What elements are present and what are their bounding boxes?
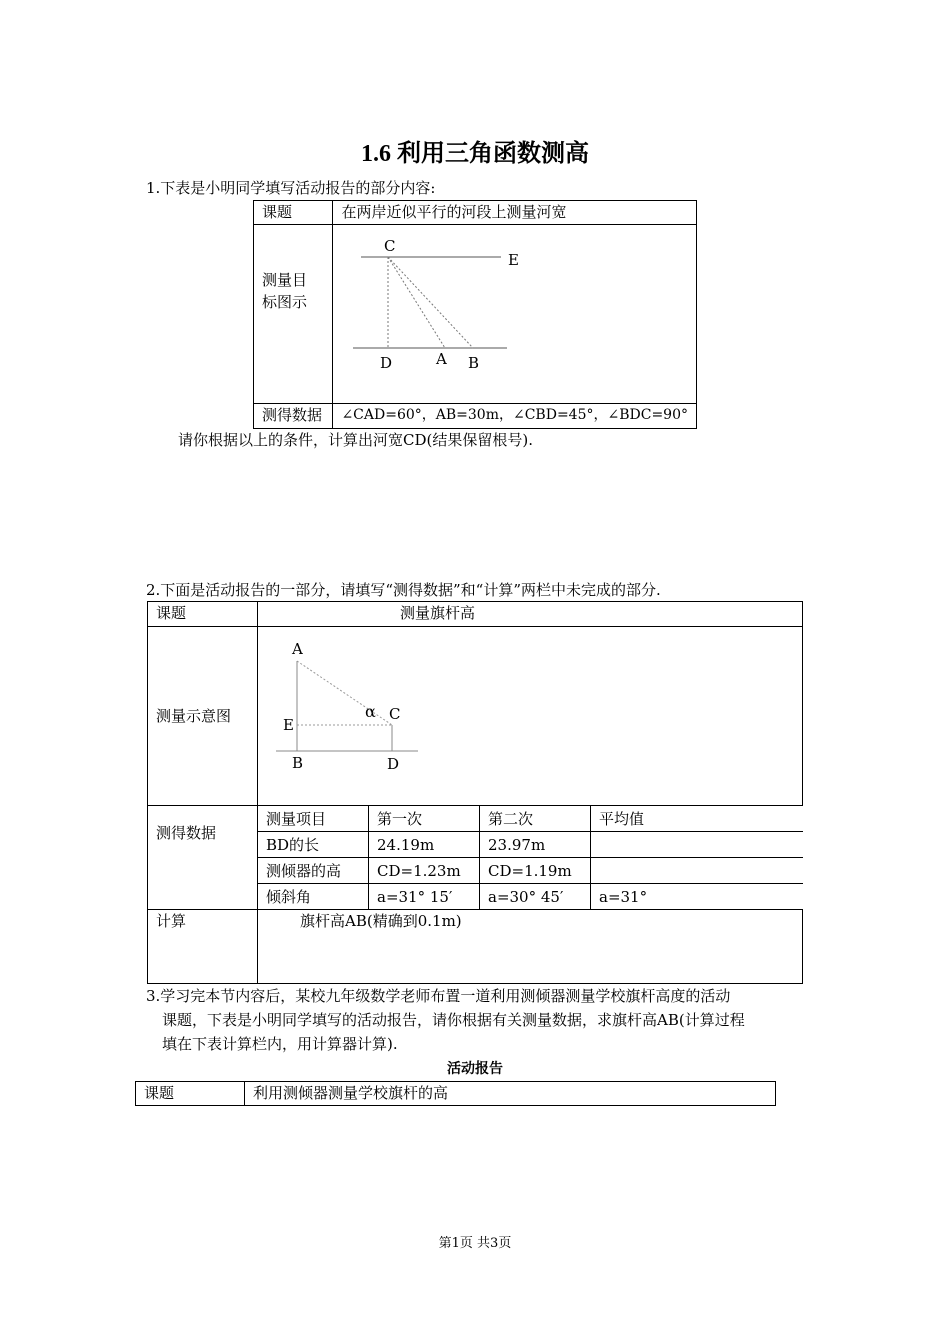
q2-header-first: 第一次 (369, 806, 480, 832)
q1-line-ca (388, 257, 445, 348)
q3-line3: 填在下表计算栏内，用计算器计算). (162, 1035, 398, 1053)
table-row (258, 832, 803, 858)
q1-topic-label: 课题 (254, 201, 333, 225)
q2-row-cd-average (591, 858, 803, 884)
q2-line-ac (297, 661, 392, 725)
page-title: 1.6 利用三角函数测高 (361, 141, 589, 167)
q2-row-cd-first: CD=1.23m (369, 858, 480, 884)
q1-river-diagram (333, 225, 675, 397)
q2-calc-value: 旗杆高AB(精确到0.1m) (258, 910, 803, 984)
q2-point-e: E (283, 716, 294, 734)
q1-figure-label-line1: 测量目 (262, 271, 308, 289)
q1-point-b: B (468, 354, 480, 372)
q2-point-d: D (387, 755, 400, 773)
q3-report-title: 活动报告 (447, 1061, 503, 1077)
q2-header-average: 平均值 (591, 806, 803, 832)
q2-row-angle-second: a=30° 45′ (480, 884, 591, 910)
q2-row-bd-first: 24.19m (369, 832, 480, 858)
q2-flagpole-diagram (258, 627, 802, 799)
q2-header-item: 测量项目 (258, 806, 369, 832)
q2-row-bd-second: 23.97m (480, 832, 591, 858)
q2-header-row (258, 806, 803, 832)
q1-point-e: E (508, 251, 520, 269)
q2-data-table (258, 806, 803, 909)
q2-data-cell (258, 806, 803, 910)
q3-table (135, 1081, 776, 1106)
q2-topic-label: 课题 (148, 602, 258, 627)
q3-topic-label: 课题 (136, 1082, 245, 1106)
q1-topic-value: 在两岸近似平行的河段上测量河宽 (333, 201, 697, 225)
table-row (258, 884, 803, 910)
q1-data-value: ∠CAD=60°，AB=30m，∠CBD=45°，∠BDC=90° (333, 404, 697, 429)
q2-alpha: α (365, 702, 376, 721)
q3-line1: 3.学习完本节内容后，某校九年级数学老师布置一道利用测倾器测量学校旗杆高度的活动 (146, 987, 731, 1005)
q2-row-bd-average (591, 832, 803, 858)
q2-point-b: B (292, 754, 304, 772)
q2-figure-label: 测量示意图 (148, 627, 258, 806)
q2-row-cd-second: CD=1.19m (480, 858, 591, 884)
q1-table (253, 200, 697, 429)
q2-intro: 2.下面是活动报告的一部分，请填写“测得数据”和“计算”两栏中未完成的部分. (146, 581, 661, 599)
q1-point-c: C (384, 237, 396, 255)
q2-point-c: C (389, 705, 401, 723)
q1-question: 请你根据以上的条件，计算出河宽CD(结果保留根号). (178, 431, 533, 449)
q2-point-a: A (292, 640, 303, 658)
q1-figure-cell (333, 225, 697, 404)
q2-row-angle-average: a=31° (591, 884, 803, 910)
q2-row-bd-label: BD的长 (258, 832, 369, 858)
q1-figure-label-line2: 标图示 (262, 293, 308, 311)
q2-data-label: 测得数据 (148, 806, 258, 910)
q1-point-a: A (436, 350, 448, 368)
q1-data-label: 测得数据 (254, 404, 333, 429)
q2-header-second: 第二次 (480, 806, 591, 832)
q2-row-angle-first: a=31° 15′ (369, 884, 480, 910)
q2-row-cd-label: 测倾器的高 (258, 858, 369, 884)
q3-topic-value: 利用测倾器测量学校旗杆的高 (245, 1082, 776, 1106)
q2-calc-label: 计算 (148, 910, 258, 984)
q2-topic-value: 测量旗杆高 (258, 602, 803, 627)
q2-table (147, 601, 803, 984)
q1-figure-label (254, 225, 333, 404)
q1-line-cb (388, 257, 473, 348)
q1-point-d: D (380, 354, 393, 372)
q3-line2: 课题，下表是小明同学填写的活动报告，请你根据有关测量数据，求旗杆高AB(计算过程 (162, 1011, 745, 1029)
page-footer: 第1页 共3页 (438, 1236, 512, 1251)
q2-row-angle-label: 倾斜角 (258, 884, 369, 910)
q1-intro: 1.下表是小明同学填写活动报告的部分内容: (146, 179, 436, 197)
q2-figure-cell (258, 627, 803, 806)
table-row (258, 858, 803, 884)
